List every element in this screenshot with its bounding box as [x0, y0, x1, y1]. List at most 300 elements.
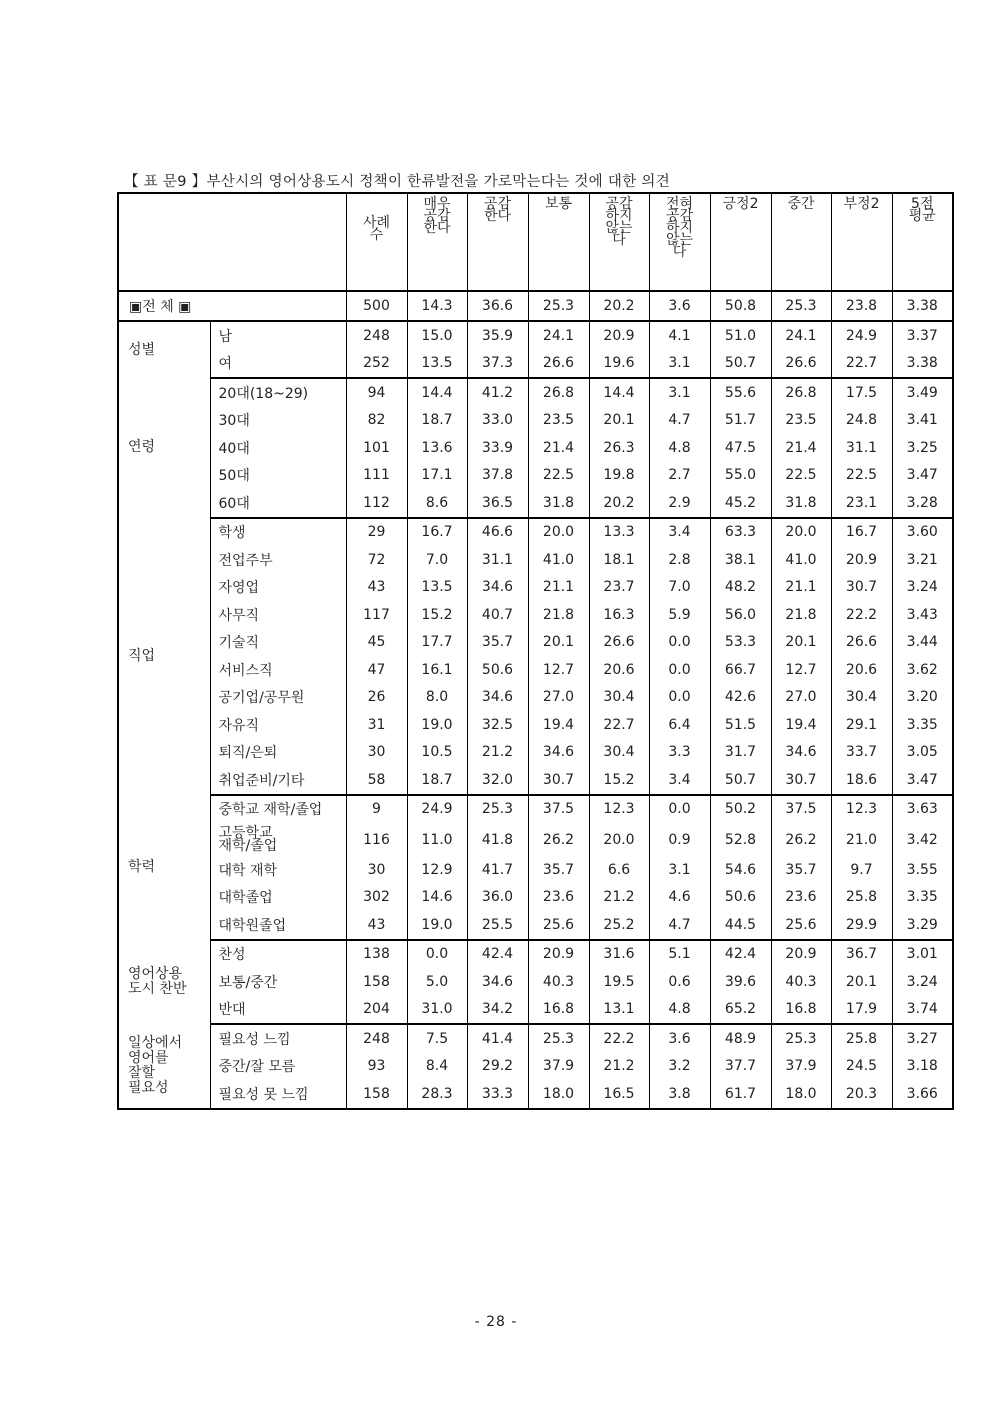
table-cell: 3.4: [649, 518, 710, 547]
table-cell: 58: [346, 766, 407, 795]
table-cell: 19.8: [589, 462, 649, 490]
table-cell: 12.3: [589, 795, 649, 824]
table-cell: 36.0: [467, 884, 528, 912]
table-cell: 37.5: [528, 795, 589, 824]
row-label: 자영업: [210, 574, 346, 602]
table-cell: 25.8: [831, 884, 892, 912]
table-cell: 204: [346, 996, 407, 1025]
row-label: 기술직: [210, 629, 346, 657]
table-cell: 23.6: [771, 884, 831, 912]
row-label: 퇴직/은퇴: [210, 739, 346, 767]
table-cell: 24.9: [831, 321, 892, 350]
table-cell: 8.0: [407, 684, 467, 712]
table-cell: 26.2: [771, 823, 831, 856]
table-cell: 16.1: [407, 656, 467, 684]
table-cell: 4.1: [649, 321, 710, 350]
table-cell: 19.0: [407, 711, 467, 739]
table-cell: 53.3: [710, 629, 771, 657]
table-cell: 3.1: [649, 856, 710, 884]
table-cell: 14.4: [407, 378, 467, 407]
table-cell: 3.05: [892, 739, 953, 767]
table-cell: 16.7: [831, 518, 892, 547]
table-cell: 0.0: [407, 940, 467, 969]
table-cell: 35.7: [467, 629, 528, 657]
table-cell: 3.3: [649, 739, 710, 767]
table-cell: 33.3: [467, 1080, 528, 1109]
table-cell: 25.6: [528, 911, 589, 940]
table-cell: 8.4: [407, 1053, 467, 1081]
column-header: 보통: [528, 193, 589, 291]
table-cell: 21.8: [771, 601, 831, 629]
table-row: [118, 1024, 953, 1053]
table-cell: 20.3: [831, 1080, 892, 1109]
table-cell: 40.3: [771, 968, 831, 996]
table-cell: 51.0: [710, 321, 771, 350]
table-row: [118, 656, 953, 684]
table-cell: 18.7: [407, 766, 467, 795]
table-cell: 17.1: [407, 462, 467, 490]
table-cell: 21.2: [589, 884, 649, 912]
table-cell: 18.6: [831, 766, 892, 795]
table-cell: 3.74: [892, 996, 953, 1025]
table-cell: 30.4: [589, 739, 649, 767]
table-row: [118, 1080, 953, 1109]
table-cell: 3.47: [892, 462, 953, 490]
table-cell: 0.0: [649, 795, 710, 824]
table-cell: 21.8: [528, 601, 589, 629]
table-cell: 41.7: [467, 856, 528, 884]
table-cell: 17.5: [831, 378, 892, 407]
total-row: [118, 291, 953, 321]
table-cell: 8.6: [407, 489, 467, 518]
table-cell: 4.7: [649, 911, 710, 940]
table-cell: 13.6: [407, 434, 467, 462]
table-cell: 10.5: [407, 739, 467, 767]
table-cell: 22.2: [589, 1024, 649, 1053]
table-row: [118, 823, 953, 856]
table-cell: 116: [346, 823, 407, 856]
table-cell: 19.5: [589, 968, 649, 996]
table-cell: 12.9: [407, 856, 467, 884]
row-group: [118, 1024, 953, 1109]
column-header: 5점 평균: [892, 193, 953, 291]
table-cell: 29.9: [831, 911, 892, 940]
row-label: 찬성: [210, 940, 346, 969]
row-label: 반대: [210, 996, 346, 1025]
table-cell: 65.2: [710, 996, 771, 1025]
table-cell: 15.0: [407, 321, 467, 350]
table-row: [118, 884, 953, 912]
row-label: 여: [210, 350, 346, 379]
table-cell: 0.0: [649, 656, 710, 684]
table-cell: 41.8: [467, 823, 528, 856]
table-cell: 27.0: [771, 684, 831, 712]
table-cell: 93: [346, 1053, 407, 1081]
table-cell: 26.8: [528, 378, 589, 407]
table-cell: 3.38: [892, 291, 953, 321]
table-cell: 34.6: [467, 684, 528, 712]
table-cell: 2.9: [649, 489, 710, 518]
row-label: 보통/중간: [210, 968, 346, 996]
table-cell: 30.7: [528, 766, 589, 795]
column-header: 공감 하지 않는 다: [589, 193, 649, 291]
table-cell: 3.6: [649, 291, 710, 321]
table-cell: 3.27: [892, 1024, 953, 1053]
table-cell: 16.8: [528, 996, 589, 1025]
table-cell: 31.8: [771, 489, 831, 518]
table-cell: 15.2: [589, 766, 649, 795]
table-cell: 3.37: [892, 321, 953, 350]
row-label: 20대(18~29): [210, 378, 346, 407]
row-label: 대학졸업: [210, 884, 346, 912]
table-cell: 31.0: [407, 996, 467, 1025]
table-cell: 32.5: [467, 711, 528, 739]
table-cell: 117: [346, 601, 407, 629]
table-cell: 3.66: [892, 1080, 953, 1109]
column-header: 긍정2: [710, 193, 771, 291]
row-label: 필요성 느낌: [210, 1024, 346, 1053]
table-cell: 3.8: [649, 1080, 710, 1109]
table-cell: 5.0: [407, 968, 467, 996]
table-cell: 31.1: [467, 546, 528, 574]
table-cell: 21.4: [771, 434, 831, 462]
table-cell: 20.1: [771, 629, 831, 657]
table-cell: 25.3: [467, 795, 528, 824]
row-group: [118, 321, 953, 378]
table-cell: 17.9: [831, 996, 892, 1025]
row-group: [118, 378, 953, 518]
table-cell: 5.1: [649, 940, 710, 969]
table-cell: 41.2: [467, 378, 528, 407]
table-cell: 55.6: [710, 378, 771, 407]
table-cell: 16.7: [407, 518, 467, 547]
table-cell: 30.7: [831, 574, 892, 602]
group-label: 영어상용 도시 찬반: [118, 940, 210, 1025]
table-cell: 4.8: [649, 996, 710, 1025]
table-cell: 18.0: [528, 1080, 589, 1109]
table-cell: 3.18: [892, 1053, 953, 1081]
table-cell: 42.4: [710, 940, 771, 969]
table-cell: 23.6: [528, 884, 589, 912]
table-cell: 23.5: [528, 407, 589, 435]
row-label: 취업준비/기타: [210, 766, 346, 795]
table-cell: 45.2: [710, 489, 771, 518]
group-label: 학력: [118, 795, 210, 940]
table-cell: 3.63: [892, 795, 953, 824]
table-cell: 3.55: [892, 856, 953, 884]
table-cell: 4.8: [649, 434, 710, 462]
table-cell: 2.8: [649, 546, 710, 574]
table-cell: 5.9: [649, 601, 710, 629]
table-cell: 51.7: [710, 407, 771, 435]
table-cell: 34.6: [771, 739, 831, 767]
table-cell: 21.1: [771, 574, 831, 602]
table-cell: 3.43: [892, 601, 953, 629]
table-cell: 7.0: [407, 546, 467, 574]
row-label: 학생: [210, 518, 346, 547]
table-cell: 50.8: [710, 291, 771, 321]
table-cell: 61.7: [710, 1080, 771, 1109]
table-cell: 19.4: [771, 711, 831, 739]
table-row: [118, 629, 953, 657]
table-cell: 45: [346, 629, 407, 657]
table-cell: 82: [346, 407, 407, 435]
table-cell: 248: [346, 321, 407, 350]
table-cell: 15.2: [407, 601, 467, 629]
table-cell: 22.5: [528, 462, 589, 490]
table-cell: 41.0: [771, 546, 831, 574]
table-cell: 0.0: [649, 684, 710, 712]
table-cell: 248: [346, 1024, 407, 1053]
table-cell: 16.5: [589, 1080, 649, 1109]
table-cell: 25.3: [771, 1024, 831, 1053]
table-cell: 43: [346, 911, 407, 940]
row-label: 자유직: [210, 711, 346, 739]
table-cell: 20.2: [589, 489, 649, 518]
table-cell: 19.0: [407, 911, 467, 940]
table-cell: 6.6: [589, 856, 649, 884]
column-header: 부정2: [831, 193, 892, 291]
table-cell: 158: [346, 968, 407, 996]
group-label: 성별: [118, 321, 210, 378]
table-cell: 25.3: [528, 1024, 589, 1053]
table-cell: 23.8: [831, 291, 892, 321]
table-cell: 22.5: [771, 462, 831, 490]
table-cell: 20.1: [589, 407, 649, 435]
table-cell: 500: [346, 291, 407, 321]
table-cell: 21.0: [831, 823, 892, 856]
total-label: ▣전 체 ▣: [118, 291, 346, 321]
table-row: [118, 321, 953, 350]
table-cell: 12.3: [831, 795, 892, 824]
table-cell: 112: [346, 489, 407, 518]
table-cell: 14.4: [589, 378, 649, 407]
table-cell: 26: [346, 684, 407, 712]
table-cell: 3.1: [649, 350, 710, 379]
table-cell: 20.9: [528, 940, 589, 969]
table-cell: 31.6: [589, 940, 649, 969]
page-number: - 28 -: [474, 1314, 518, 1330]
table-cell: 138: [346, 940, 407, 969]
table-cell: 3.35: [892, 884, 953, 912]
table-cell: 34.6: [467, 968, 528, 996]
table-cell: 37.7: [710, 1053, 771, 1081]
table-cell: 56.0: [710, 601, 771, 629]
table-cell: 34.2: [467, 996, 528, 1025]
table-cell: 36.5: [467, 489, 528, 518]
table-cell: 14.3: [407, 291, 467, 321]
table-cell: 302: [346, 884, 407, 912]
table-header: [118, 193, 953, 291]
row-label: 사무직: [210, 601, 346, 629]
table-cell: 4.6: [649, 884, 710, 912]
table-cell: 19.6: [589, 350, 649, 379]
group-label: 연령: [118, 378, 210, 518]
table-cell: 50.6: [467, 656, 528, 684]
table-cell: 21.1: [528, 574, 589, 602]
table-cell: 22.7: [589, 711, 649, 739]
table-cell: 20.0: [528, 518, 589, 547]
table-cell: 7.5: [407, 1024, 467, 1053]
table-cell: 14.6: [407, 884, 467, 912]
table-cell: 22.2: [831, 601, 892, 629]
table-cell: 35.7: [771, 856, 831, 884]
table-cell: 31.8: [528, 489, 589, 518]
table-row: [118, 739, 953, 767]
table-cell: 20.2: [589, 291, 649, 321]
table-row: [118, 856, 953, 884]
table-cell: 3.41: [892, 407, 953, 435]
table-cell: 66.7: [710, 656, 771, 684]
table-cell: 50.6: [710, 884, 771, 912]
table-cell: 25.3: [528, 291, 589, 321]
table-cell: 16.8: [771, 996, 831, 1025]
table-cell: 0.9: [649, 823, 710, 856]
table-row: [118, 546, 953, 574]
table-cell: 47: [346, 656, 407, 684]
row-label: 공기업/공무원: [210, 684, 346, 712]
table-cell: 20.6: [589, 656, 649, 684]
table-cell: 37.9: [528, 1053, 589, 1081]
row-group: [118, 940, 953, 1025]
table-cell: 3.01: [892, 940, 953, 969]
table-cell: 9.7: [831, 856, 892, 884]
table-cell: 34.6: [467, 574, 528, 602]
table-row: [118, 434, 953, 462]
table-cell: 20.6: [831, 656, 892, 684]
table-cell: 24.1: [771, 321, 831, 350]
table-caption: 【 표 문9 】부산시의 영어상용도시 정책이 한류발전을 가로막는다는 것에 대한 의견: [124, 174, 671, 190]
table-cell: 72: [346, 546, 407, 574]
table-row: [118, 574, 953, 602]
table-cell: 44.5: [710, 911, 771, 940]
table-cell: 9: [346, 795, 407, 824]
table-cell: 20.9: [831, 546, 892, 574]
table-cell: 12.7: [771, 656, 831, 684]
table-cell: 19.4: [528, 711, 589, 739]
row-label: 30대: [210, 407, 346, 435]
table-cell: 37.9: [771, 1053, 831, 1081]
table-cell: 20.1: [831, 968, 892, 996]
column-header: 사례 수: [346, 193, 407, 291]
table-cell: 21.2: [467, 739, 528, 767]
table-row: [118, 518, 953, 547]
table-cell: 3.42: [892, 823, 953, 856]
table-cell: 26.6: [528, 350, 589, 379]
table-cell: 31: [346, 711, 407, 739]
table-cell: 54.6: [710, 856, 771, 884]
table-row: [118, 350, 953, 379]
table-row: [118, 911, 953, 940]
table-cell: 42.4: [467, 940, 528, 969]
table-cell: 11.0: [407, 823, 467, 856]
table-cell: 13.5: [407, 574, 467, 602]
table-cell: 3.35: [892, 711, 953, 739]
table-cell: 23.5: [771, 407, 831, 435]
table-cell: 3.24: [892, 574, 953, 602]
table-cell: 111: [346, 462, 407, 490]
table-cell: 24.8: [831, 407, 892, 435]
table-cell: 48.2: [710, 574, 771, 602]
table-cell: 101: [346, 434, 407, 462]
table-cell: 18.1: [589, 546, 649, 574]
column-header: 매우 공감 한다: [407, 193, 467, 291]
table-row: [118, 378, 953, 407]
table-cell: 41.4: [467, 1024, 528, 1053]
table-row: [118, 795, 953, 824]
table-cell: 158: [346, 1080, 407, 1109]
row-label: 대학 재학: [210, 856, 346, 884]
table-cell: 25.2: [589, 911, 649, 940]
column-header: 중간: [771, 193, 831, 291]
table-cell: 28.3: [407, 1080, 467, 1109]
table-cell: 2.7: [649, 462, 710, 490]
table-cell: 25.6: [771, 911, 831, 940]
table-cell: 24.1: [528, 321, 589, 350]
header-corner-cell: [118, 193, 346, 291]
table-row: [118, 462, 953, 490]
table-cell: 22.7: [831, 350, 892, 379]
table-cell: 21.4: [528, 434, 589, 462]
table-cell: 33.7: [831, 739, 892, 767]
row-label: 50대: [210, 462, 346, 490]
table-cell: 30.7: [771, 766, 831, 795]
table-cell: 3.38: [892, 350, 953, 379]
row-label: 서비스직: [210, 656, 346, 684]
table-cell: 3.49: [892, 378, 953, 407]
table-cell: 50.7: [710, 350, 771, 379]
table-cell: 7.0: [649, 574, 710, 602]
table-row: [118, 766, 953, 795]
table-row: [118, 489, 953, 518]
table-row: [118, 684, 953, 712]
table-cell: 3.29: [892, 911, 953, 940]
table-cell: 55.0: [710, 462, 771, 490]
row-label: 60대: [210, 489, 346, 518]
table-cell: 24.9: [407, 795, 467, 824]
table-cell: 50.2: [710, 795, 771, 824]
group-label: 일상에서 영어를 잘할 필요성: [118, 1024, 210, 1109]
column-header: 공감 한다: [467, 193, 528, 291]
table-cell: 3.62: [892, 656, 953, 684]
column-header: 전혀 공감 하지 않는 다: [649, 193, 710, 291]
table-cell: 252: [346, 350, 407, 379]
table-cell: 37.5: [771, 795, 831, 824]
table-cell: 18.7: [407, 407, 467, 435]
table-cell: 40.3: [528, 968, 589, 996]
table-cell: 34.6: [528, 739, 589, 767]
table-cell: 18.0: [771, 1080, 831, 1109]
table-cell: 33.9: [467, 434, 528, 462]
table-row: [118, 968, 953, 996]
table-cell: 30: [346, 856, 407, 884]
table-cell: 52.8: [710, 823, 771, 856]
table-cell: 3.28: [892, 489, 953, 518]
row-group: [118, 518, 953, 795]
row-label: 전업주부: [210, 546, 346, 574]
table-cell: 0.6: [649, 968, 710, 996]
table-cell: 16.3: [589, 601, 649, 629]
table-cell: 30.4: [831, 684, 892, 712]
table-cell: 25.8: [831, 1024, 892, 1053]
table-cell: 29.2: [467, 1053, 528, 1081]
row-label: 남: [210, 321, 346, 350]
table-cell: 36.7: [831, 940, 892, 969]
table-cell: 20.9: [771, 940, 831, 969]
table-cell: 22.5: [831, 462, 892, 490]
table-cell: 94: [346, 378, 407, 407]
table-cell: 3.6: [649, 1024, 710, 1053]
